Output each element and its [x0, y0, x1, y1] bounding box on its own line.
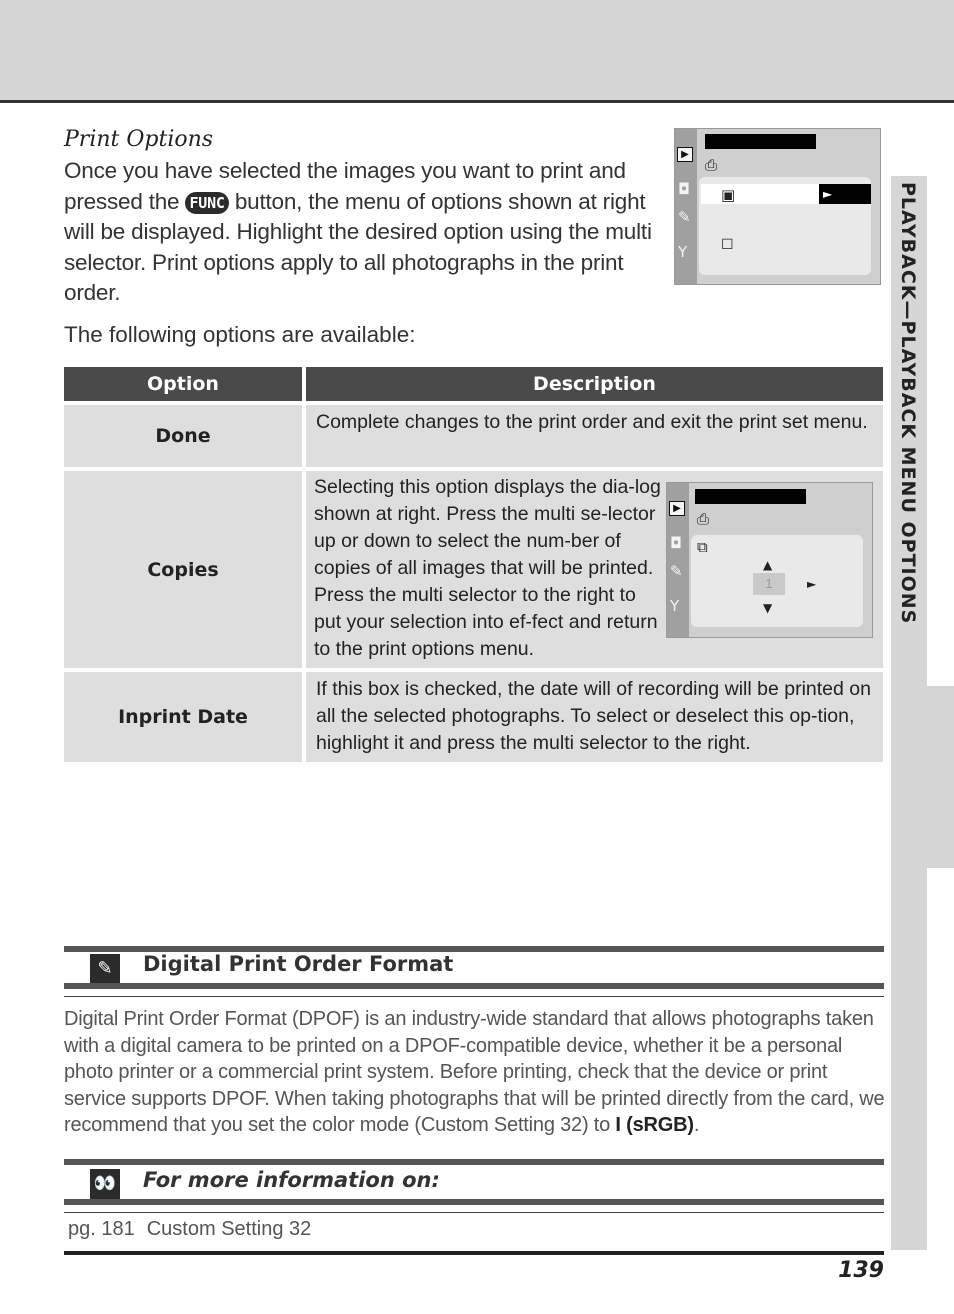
pencil-icon: ✎	[670, 562, 683, 580]
section-title: PLAYBACK—PLAYBACK MENU OPTIONS	[897, 182, 919, 625]
dpof-srgb: I (sRGB)	[615, 1114, 694, 1136]
page-number: 139	[838, 1258, 884, 1283]
more-info-title: For more information on:	[143, 1168, 440, 1192]
playback-icon: ▶	[677, 147, 693, 162]
dpof-text	[64, 1006, 886, 1139]
table-row-description: Selecting this option displays the dia-log shown at right. Press the multi se-lector up or down to select the num-ber of copies of all images that will be printed. Press the multi selector to the right to put your selection into ef-fect and return to the print options menu.	[314, 476, 661, 660]
dpof-text-end: .	[693, 1114, 700, 1136]
intro-text-2: button, the menu of options shown at right will be displayed. Highlight the desired option using the multi selector. Print options apply to all photographs in the print order.	[64, 188, 652, 305]
highlighted-option	[701, 184, 819, 204]
done-option-icon: ▣	[721, 186, 736, 204]
table-row-description: Complete changes to the print order and exit the print set menu.	[306, 405, 883, 467]
table-header-description: Description	[306, 367, 883, 401]
print-set-icon: ⎙	[705, 156, 718, 174]
eyes-note-icon: 👀	[90, 1169, 120, 1199]
menu-title-bar	[705, 134, 816, 149]
wrench-icon: Y	[678, 243, 688, 261]
pencil-note-icon: ✎	[90, 954, 120, 984]
copies-icon: ⧉	[697, 538, 708, 556]
menu-title-bar	[695, 489, 806, 504]
intro-text-1: Once you have selected the images you want to print and pressed the	[64, 158, 626, 214]
copies-dialog-screen	[666, 482, 873, 638]
top-rule	[0, 100, 954, 103]
table-header-option: Option	[64, 367, 302, 401]
menu-arrow: ►	[819, 184, 871, 204]
reference-line	[68, 1218, 323, 1241]
date-checkbox-icon: ☐	[721, 237, 734, 253]
table-row-description: If this box is checked, the date will of recording will be printed on all the selected photographs. To select or deselect this op-tion, highlight it and press the multi selector to the right.	[306, 672, 883, 762]
playback-icon: ▶	[669, 501, 685, 516]
note-rule-thin	[64, 996, 884, 997]
page-reference: pg. 181	[68, 1218, 135, 1240]
table-row-option: Inprint Date	[64, 672, 302, 762]
camera-icon: ◘	[678, 180, 690, 198]
options-available-text: The following options are available:	[64, 322, 416, 347]
info-rule-thin	[64, 1212, 884, 1213]
info-rule-middle	[64, 1199, 884, 1205]
top-band	[0, 0, 954, 100]
copies-up-arrow: ▲	[763, 558, 773, 572]
table-row-option: Done	[64, 405, 302, 467]
info-rule-top	[64, 1159, 884, 1165]
copies-down-arrow: ▼	[763, 601, 773, 615]
section-tab-marker	[927, 686, 954, 868]
copies-value: 1	[753, 573, 785, 595]
reference-topic: Custom Setting 32	[146, 1218, 312, 1240]
func-button-icon: FUNC	[185, 192, 228, 214]
table-row-option: Copies	[64, 471, 302, 668]
note-rule-middle	[64, 983, 884, 989]
print-options-heading: Print Options	[64, 127, 214, 152]
bottom-rule	[64, 1251, 884, 1255]
print-options-intro	[64, 156, 658, 309]
dpof-text-body: Digital Print Order Format (DPOF) is an industry-wide standard that allows photographs taken with a digital camera to be printed on a DPOF-compatible device, whether it be a personal photo printer or a commercial print system. Before printing, check that the device or print service supports DPOF. When taking photographs that will be printed directly from the card, we recommend that you set the color mode (Custom Setting 32) to	[64, 1008, 885, 1136]
print-options-menu-screen	[674, 128, 881, 285]
camera-icon: ◘	[670, 534, 682, 552]
dpof-title: Digital Print Order Format	[143, 952, 454, 976]
pencil-icon: ✎	[678, 208, 691, 226]
wrench-icon: Y	[670, 597, 680, 615]
copies-right-arrow: ►	[807, 577, 817, 591]
print-set-icon: ⎙	[697, 510, 710, 528]
